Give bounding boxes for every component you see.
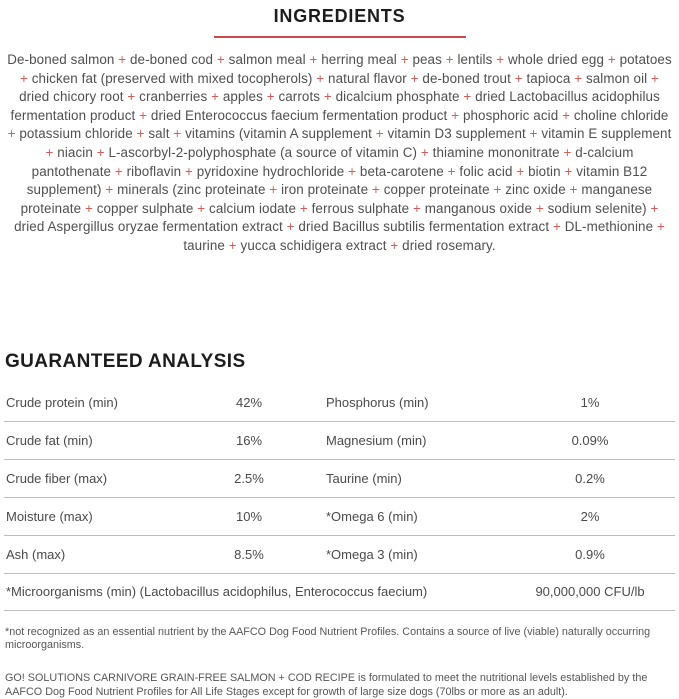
analysis-value: 8.5% [234,546,264,562]
ingredient: copper sulphate [96,200,194,216]
plus-separator: + [653,219,665,235]
ingredient: salmon oil [585,70,648,86]
analysis-label: Ash (max) [6,546,66,562]
analysis-label: Phosphorus (min) [326,394,429,410]
ingredient: natural flavor [328,70,407,86]
table-row [4,422,675,460]
plus-separator: + [181,163,197,179]
plus-separator: + [386,237,403,253]
ingredient: vitamins (vitamin A supplement [185,126,372,142]
plus-separator: + [114,52,130,67]
plus-separator: + [558,107,574,123]
ingredient: manganese proteinate [20,182,653,216]
plus-separator: + [368,182,384,198]
analysis-label: Moisture (max) [6,508,93,524]
ingredient: apples [222,89,263,105]
ingredient: calcium iodate [209,200,297,216]
table-row [4,536,675,574]
analysis-label: Crude fat (min) [6,432,93,448]
plus-separator: + [135,107,151,123]
plus-separator: + [647,70,659,86]
plus-separator: + [441,52,458,67]
analysis-value: 0.2% [575,470,605,486]
plus-separator: + [20,70,32,86]
ingredient: vitamin D3 supplement [387,126,526,142]
analysis-value: 16% [235,432,263,448]
ingredient: de-boned cod [130,52,214,67]
ingredient: riboflavin [126,163,182,179]
analysis-value: 90,000,000 CFU/lb [535,584,645,600]
plus-separator: + [447,107,463,123]
ingredient: carrots [278,89,321,105]
analysis-value: 10% [235,508,263,524]
plus-separator: + [604,52,620,67]
ingredient: d-calcium pantothenate [31,144,634,179]
plus-separator: + [371,126,388,142]
ingredient: de-boned trout [422,70,511,86]
plus-separator: + [417,144,433,160]
plus-separator: + [92,144,109,160]
ingredient: L-ascorbyl-2-polyphosphate (a source of vitamin C) [108,144,418,160]
ingredient: sodium selenite) [547,200,647,216]
ingredient: dried Lactobacillus acidophilus fermentation product [10,89,660,123]
ingredient: zinc oxide [505,182,566,198]
ingredient: potatoes [619,52,672,67]
plus-separator: + [320,89,336,105]
ingredients-paragraph [5,51,674,256]
plus-separator: + [45,144,58,160]
ingredient: lentils [457,52,493,67]
ingredient: vitamin B12 supplement) [26,163,648,198]
guaranteed-analysis-title: GUARANTEED ANALYSIS [5,350,246,372]
plus-separator: + [489,182,506,198]
table-row [4,498,675,536]
table-row-microorganisms [4,574,675,611]
plus-separator: + [406,70,423,86]
ingredient: iron proteinate [281,182,369,198]
ingredient: peas [412,52,442,67]
plus-separator: + [570,70,586,86]
ingredient: choline chloride [573,107,669,123]
analysis-label: *Omega 6 (min) [326,508,418,524]
analysis-label: Taurine (min) [326,470,402,486]
ingredient: De-boned salmon [7,52,115,67]
plus-separator: + [123,89,140,105]
ingredient: vitamin E supplement [541,126,672,142]
plus-separator: + [525,126,542,142]
ingredient: chicken fat (preserved with mixed tocopherols) [31,70,313,86]
analysis-label: Crude protein (min) [6,394,118,410]
plus-separator: + [560,163,577,179]
ingredient: herring meal [321,52,397,67]
ingredient: dicalcium phosphate [335,89,460,105]
ingredient: DL-methionine [564,219,654,235]
aafco-statement: GO! SOLUTIONS CARNIVORE GRAIN-FREE SALMON + COD RECIPE is formulated to meet the nutritional levels established by the AAFCO Dog Food Nutrient Profiles for All Life Stages except for growth of large size dogs (70lbs or more as an adult). [5,671,648,698]
ingredient: thiamine mononitrate [432,144,560,160]
plus-separator: + [282,219,299,235]
ingredient: taurine [183,237,225,253]
ingredient: cranberries [139,89,208,105]
ingredient: dried chicory root [19,89,124,105]
plus-separator: + [207,89,223,105]
ingredient: tapioca [526,70,571,86]
plus-separator: + [7,126,20,142]
ingredient: niacin [57,144,93,160]
plus-separator: + [532,200,548,216]
analysis-label: *Microorganisms (min) (Lactobacillus acidophilus, Enterococcus faecium) [6,584,428,600]
plus-separator: + [193,200,210,216]
plus-separator: + [559,144,576,160]
analysis-value: 2.5% [234,470,264,486]
plus-separator: + [213,52,229,67]
plus-separator: + [459,89,476,105]
plus-separator: + [646,200,659,216]
ingredient: dried Enterococcus faecium fermentation product [150,107,448,123]
plus-separator: + [549,219,565,235]
plus-separator: + [296,200,312,216]
analysis-value: 1% [580,394,600,410]
plus-separator: + [111,163,127,179]
plus-separator: + [492,52,508,67]
ingredient: potassium chloride [19,126,133,142]
ingredient: folic acid [459,163,513,179]
analysis-value: 2% [580,508,600,524]
ingredient: beta-carotene [359,163,444,179]
plus-separator: + [169,126,186,142]
ingredient: minerals (zinc proteinate [117,182,266,198]
analysis-label: Crude fiber (max) [6,470,108,486]
ingredient: ferrous sulphate [311,200,410,216]
plus-separator: + [81,200,97,216]
plus-separator: + [262,89,279,105]
ingredient: yucca schidigera extract [240,237,387,253]
analysis-label: Magnesium (min) [326,432,427,448]
analysis-value: 0.09% [571,432,609,448]
plus-separator: + [396,52,413,67]
ingredient: salt [148,126,170,142]
analysis-value: 0.9% [575,546,605,562]
plus-separator: + [265,182,282,198]
plus-separator: + [443,163,460,179]
ingredient: manganous oxide [424,200,533,216]
plus-separator: + [312,70,329,86]
analysis-label: *Omega 3 (min) [326,546,418,562]
table-row [4,460,675,498]
ingredient: pyridoxine hydrochloride [196,163,345,179]
ingredients-title: INGREDIENTS [273,6,406,26]
guaranteed-analysis-table [4,384,675,611]
plus-separator: + [565,182,582,198]
ingredient: dried rosemary. [402,237,496,253]
plus-separator: + [132,126,149,142]
ingredient: dried Bacillus subtilis fermentation extract [298,219,550,235]
plus-separator: + [512,163,529,179]
plus-separator: + [224,237,241,253]
plus-separator: + [305,52,322,67]
ingredient: copper proteinate [383,182,490,198]
plus-separator: + [409,200,425,216]
plus-separator: + [101,182,118,198]
plus-separator: + [510,70,527,86]
ingredient: dried Aspergillus oryzae fermentation extract [14,219,283,235]
ingredient: salmon meal [228,52,306,67]
asterisk-footnote: *not recognized as an essential nutrient by the AAFCO Dog Food Nutrient Profiles. Contains a source of live (viable) naturally occurring microorganisms. [5,625,651,651]
table-row [4,384,675,422]
red-divider-line [214,36,466,38]
ingredient: biotin [528,163,561,179]
analysis-value: 42% [235,394,263,410]
ingredient: phosphoric acid [462,107,559,123]
ingredient: whole dried egg [507,52,604,67]
plus-separator: + [344,163,360,179]
